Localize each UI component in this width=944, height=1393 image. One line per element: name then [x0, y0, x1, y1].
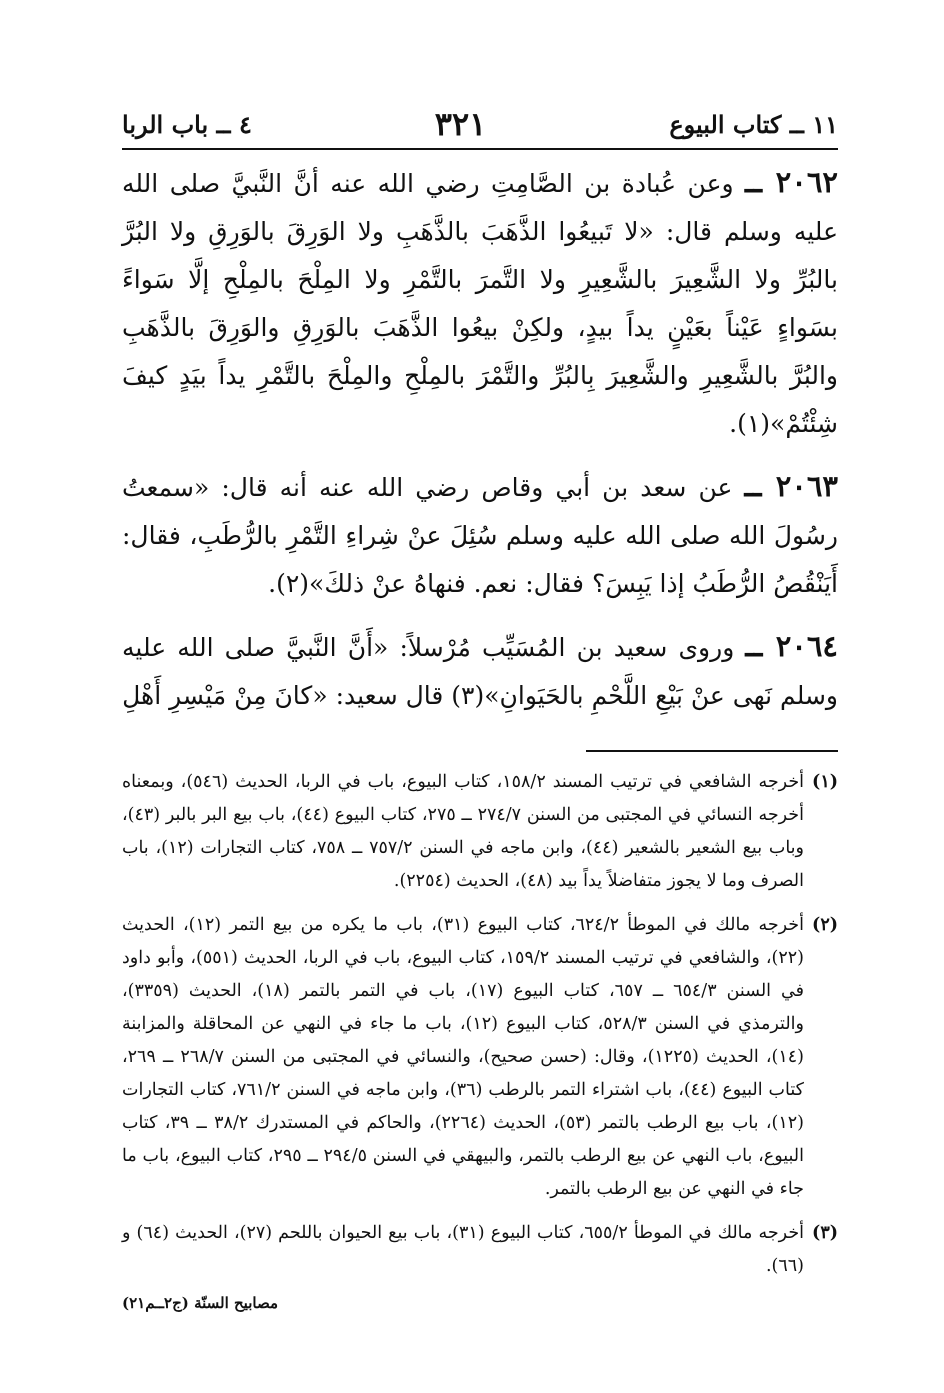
footnote: [122, 1217, 838, 1283]
hadith-2063: [122, 462, 838, 608]
footnote-number: (٣): [812, 1223, 838, 1243]
running-header: [122, 100, 838, 150]
hadith-number: ٢٠٦٣ ــ: [744, 469, 838, 503]
footnotes: [122, 766, 838, 1283]
book-page: [122, 100, 838, 1312]
footnote-text: أخرجه مالك في الموطأ ٦٥٥/٢، كتاب البيوع (٣١)، باب بيع الحيوان باللحم (٢٧)، الحديث (٦٤) و (٦٦).: [122, 1223, 805, 1276]
footnote-number: (٢): [812, 915, 838, 935]
page-number: ٣٢١: [434, 105, 487, 143]
hadith-body: وعن عُبادة بن الصَّامِتِ رضي الله عنه أنَّ النَّبيَّ صلى الله عليه وسلم قال: «لا تَبيعُوا الذَّهَبَ بالذَّهَبِ ولا الوَرِقَ بالوَرِقِ ولا البُرَّ بالبُرِّ ولا الشَّعِيرَ بالشَّعِيرِ ولا التَّمرَ بالتَّمْرِ ولا المِلْحَ بالمِلْحِ إلَّا سَواءً بسَواءٍ عَيْناً بعَيْنٍ يداً بيدٍ، ولكِنْ بيعُوا الذَّهَبَ بالوَرِقِ والوَرِقَ بالذَّهَبِ والبُرَّ بالشَّعِيرِ والشَّعِيرَ بِالبُرِّ والتَّمْرَ بالمِلْحِ والمِلْحَ بالتَّمْرِ يداً بيَدٍ كيفَ شِئْتُمْ»(١).: [122, 169, 838, 438]
footnote-text: أخرجه الشافعي في ترتيب المسند ١٥٨/٢، كتاب البيوع، باب في الربا، الحديث (٥٤٦)، وبمعناه أخرجه النسائي في المجتبى من السنن ٢٧٤/٧ ــ ٢٧٥، كتاب البيوع (٤٤)، باب بيع البر بالبر (٤٣)، وباب بيع الشعير بالشعير (٤٤)، وابن ماجه في السنن ٧٥٧/٢ ــ ٧٥٨، كتاب التجارات (١٢)، باب الصرف وما لا يجوز متفاضلاً يداً بيد (٤٨)، الحديث (٢٢٥٤).: [122, 772, 805, 891]
footnote: [122, 909, 838, 1206]
footnote-separator: [586, 750, 838, 752]
hadith-2064: [122, 622, 838, 720]
section-title: ٤ ــ باب الربا: [122, 109, 252, 139]
footnote: [122, 766, 838, 898]
footnote-text: أخرجه مالك في الموطأ ٦٢٤/٢، كتاب البيوع (٣١)، باب ما يكره من بيع التمر (١٢)، الحديث (٢٢)، والشافعي في ترتيب المسند ١٥٩/٢، كتاب البيوع، باب في الربا، الحديث (٥٥١)، وأبو داود في السنن ٦٥٤/٣ ــ ٦٥٧، كتاب البيوع (١٧)، باب في التمر بالتمر (١٨)، الحديث (٣٣٥٩)، والترمذي في السنن ٥٢٨/٣، كتاب البيوع (١٢)، باب ما جاء في النهي عن المحاقلة والمزابنة (١٤)، الحديث (١٢٢٥)، وقال: (حسن صحيح)، والنسائي في المجتبى من السنن ٢٦٨/٧ ــ ٢٦٩، كتاب البيوع (٤٤)، باب اشتراء التمر بالرطب (٣٦)، وابن ماجه في السنن ٧٦١/٢، كتاب التجارات (١٢)، باب بيع الرطب بالتمر (٥٣)، الحديث (٢٢٦٤)، والحاكم في المستدرك ٣٨/٢ ــ ٣٩، كتاب البيوع، باب النهي عن بيع الرطب بالتمر، والبيهقي في السنن ٢٩٤/٥ ــ ٢٩٥، كتاب البيوع، باب ما جاء في النهي عن بيع الرطب بالتمر.: [122, 915, 804, 1199]
hadith-body: وروى سعيد بن المُسَيِّب مُرْسلاً: «أَنَّ النَّبيَّ صلى الله عليه وسلم نَهى عنْ بَيْعِ اللَّحْمِ بالحَيَوانِ»(٣) قال سعيد: «كانَ مِنْ مَيْسِرِ أَهْلِ: [122, 633, 838, 710]
hadith-text: [122, 158, 838, 720]
book-signature: مصابيح السنّة (ج٢ــم٢١): [122, 1294, 278, 1312]
hadith-2062: [122, 158, 838, 448]
hadith-number: ٢٠٦٢ ــ: [745, 165, 838, 199]
chapter-title: ١١ ــ كتاب البيوع: [669, 109, 838, 139]
hadith-body: عن سعد بن أبي وقاص رضي الله عنه أنه قال: «سمعتُ رسُولَ الله صلى الله عليه وسلم سُئِلَ عنْ شِراءِ التَّمْرِ بالرُّطَبِ، فقال: أَيَنْقُصُ الرُّطَبُ إذا يَبِسَ؟ فقال: نعم. فنهاهُ عنْ ذلكَ»(٢).: [122, 473, 838, 598]
hadith-number: ٢٠٦٤ ــ: [745, 629, 839, 663]
footnote-number: (١): [812, 772, 838, 792]
